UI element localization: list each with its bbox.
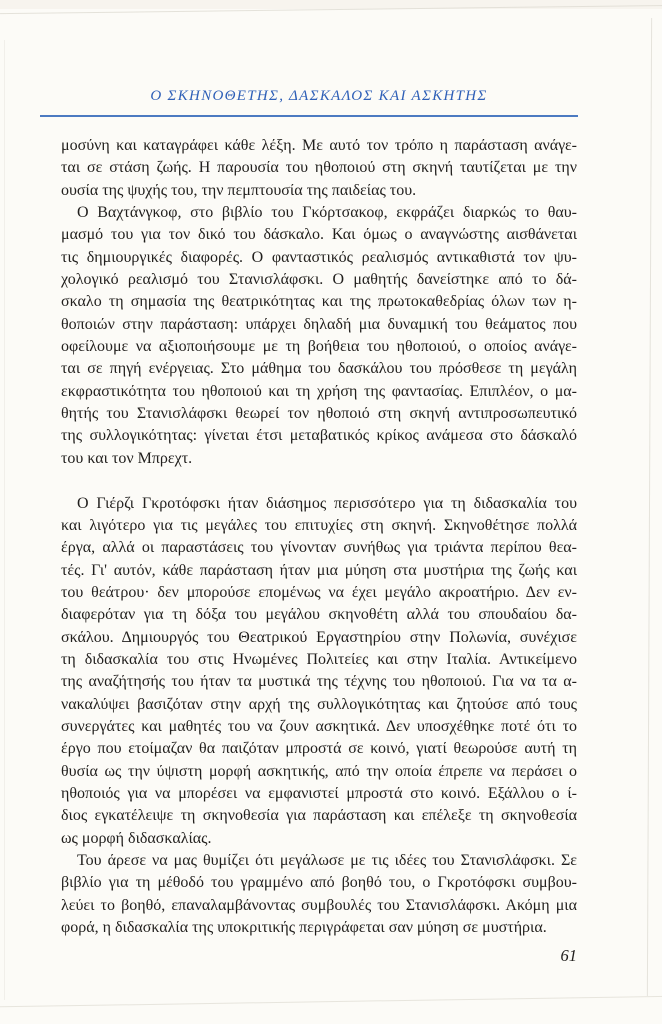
text-line: μοσύνη και καταγράφει κάθε λέξη. Με αυτό τον τρόπο η παράσταση ανάγε- — [61, 137, 577, 154]
text-line: ηθοποιός για να μπορέσει να εμφανιστεί μπροστά στο κοινό. Εξάλλου ο ί- — [61, 784, 577, 802]
text-line: διαφερόταν για τη δόξα του μεγάλου σκηνοθέτη αλλά του σπουδαίου δα- — [61, 606, 577, 624]
text-line: σκάλου. Δημιουργός του Θεατρικού Εργαστηρίου στην Πολωνία, συνέχισε — [61, 628, 577, 646]
text-line: της αναζήτησής του ήταν τα μυστικά της τέχνης του ηθοποιού. Για να τα α- — [61, 673, 577, 691]
text-line: Ο Βαχτάνγκοφ, στο βιβλίο του Γκόρτσακοφ, εκφράζει διαρκώς το θαυ- — [77, 204, 577, 222]
paragraph — [61, 850, 577, 939]
text-line: Του άρεσε να μας θυμίζει ότι μεγάλωσε με τις ιδέες του Στανισλάφσκι. Σε — [77, 852, 577, 869]
header-rule — [40, 115, 578, 117]
text-line: βιβλίο για τη μέθοδό του γραμμένο από βοηθό του, ο Γκροτόφσκι συμβου- — [61, 874, 577, 892]
text-line: του θεάτρου· δεν μπορούσε επομένως να έχει μεγάλο ακροατήριο. Δεν εν- — [61, 583, 577, 601]
text-line: και λιγότερο για τις μεγάλες του επιτυχίες στη σκηνή. Σκηνοθέτησε πολλά — [61, 516, 577, 534]
text-line: σκαλο τη σημασία της θεατρικότητας και της πρωτοκαθεδρίας όλων των η- — [61, 293, 577, 311]
text-line: φορά, η διδασκαλία της υποκριτικής περιγράφεται σαν μύηση σε μυστήρια. — [61, 919, 547, 937]
text-line: τις δημιουργικές διαφορές. Ο φανταστικός ρεαλισμός αντικαθιστά τον ψυ- — [61, 248, 577, 266]
text-line: εκφραστικότητα του ηθοποιού και τη χρήση της φαντασίας. Επιπλέον, ο μα- — [61, 382, 577, 400]
paragraph — [61, 135, 577, 202]
text-line: οφείλουμε να αξιοποιήσουμε με τη βοήθεια του ηθοποιού, ο οποίος ανάγε- — [61, 338, 577, 356]
text-line: μασμό του για τον δικό του δάσκαλο. Και όμως ο αναγνώστης αισθάνεται — [61, 226, 577, 244]
scan-shade-top — [0, 0, 662, 9]
text-line: ται σε στάση ζωής. Η παρουσία του ηθοποιού στη σκηνή ταυτίζεται με την — [61, 159, 577, 177]
scan-edge-right — [647, 18, 652, 996]
text-line: ουσία της ψυχής του, την πεμπτουσία της παιδείας του. — [61, 181, 417, 199]
text-line: ως μορφή διδασκαλίας. — [61, 829, 212, 847]
text-line: Ο Γιέρζι Γκροτόφσκι ήταν διάσημος περισσότερο για τη διδασκαλία του — [77, 494, 577, 512]
text-line: χολογικό ρεαλισμό του Στανισλάφσκι. Ο μαθητής δανείστηκε από το δά- — [61, 271, 577, 289]
scan-edge-bottom — [0, 996, 662, 1008]
text-line: έργο που ετοίμαζαν θα παιζόταν μπροστά σε κοινό, γιατί θεωρούσε αυτή τη — [61, 740, 577, 758]
scan-edge-left — [4, 40, 5, 1000]
running-header: Ο ΣΚΗΝΟΘΕΤΗΣ, ΔΑΣΚΑΛΟΣ ΚΑΙ ΑΣΚΗΤΗΣ — [150, 88, 488, 104]
paragraph — [61, 202, 577, 470]
text-line: διος εγκατέλειψε τη σκηνοθεσία για παράσταση και επέλεξε τη σκηνοθεσία — [61, 807, 577, 825]
page-number: 61 — [560, 946, 577, 965]
page-body-text — [61, 135, 577, 939]
paragraph — [61, 493, 577, 851]
text-line: λεύει το βοηθό, επαναλαμβάνοντας συμβουλές του Στανισλάφσκι. Ακόμη μια — [61, 896, 577, 914]
text-line: της συλλογικότητας: γίνεται έτσι μεταβατικός κρίκος ανάμεσα στο δάσκαλό — [61, 427, 577, 445]
text-line: νακαλύψει βασιζόταν στην αρχή της συλλογικότητας και ζητούσε από τους — [61, 695, 577, 713]
text-line: ται σε πηγή ενέργειας. Στο μάθημα του δασκάλου του πρόσθεσε τη μεγάλη — [61, 360, 577, 378]
text-line: του και τον Μπρεχτ. — [61, 449, 193, 467]
text-line: θητής του Στανισλάφσκι θεωρεί τον ηθοποιό στη σκηνή αντιπροσωπευτικό — [61, 405, 577, 423]
text-line: έργα, αλλά οι παραστάσεις του γίνονταν συνήθως για τριάντα περίπου θεα- — [61, 539, 577, 557]
text-line: τη διδασκαλία του στις Ηνωμένες Πολιτείες και στην Ιταλία. Αντικείμενο — [61, 650, 577, 668]
text-line: τές. Γι' αυτόν, κάθε παράσταση ήταν μια μύηση στα μυστήρια της ζωής και — [61, 561, 577, 579]
text-line: συνεργάτες και μαθητές του να ζουν ασκητικά. Δεν υποσχέθηκε ποτέ ότι το — [61, 717, 577, 735]
text-line: θυσία ως την ύψιστη μορφή ασκητικής, από την οποία έπρεπε να περάσει ο — [61, 762, 577, 780]
scan-edge-top — [0, 5, 662, 15]
text-line: θοποιών στην παράσταση: υπάρχει δηλαδή μια δυναμική του θεάματος που — [61, 315, 577, 333]
